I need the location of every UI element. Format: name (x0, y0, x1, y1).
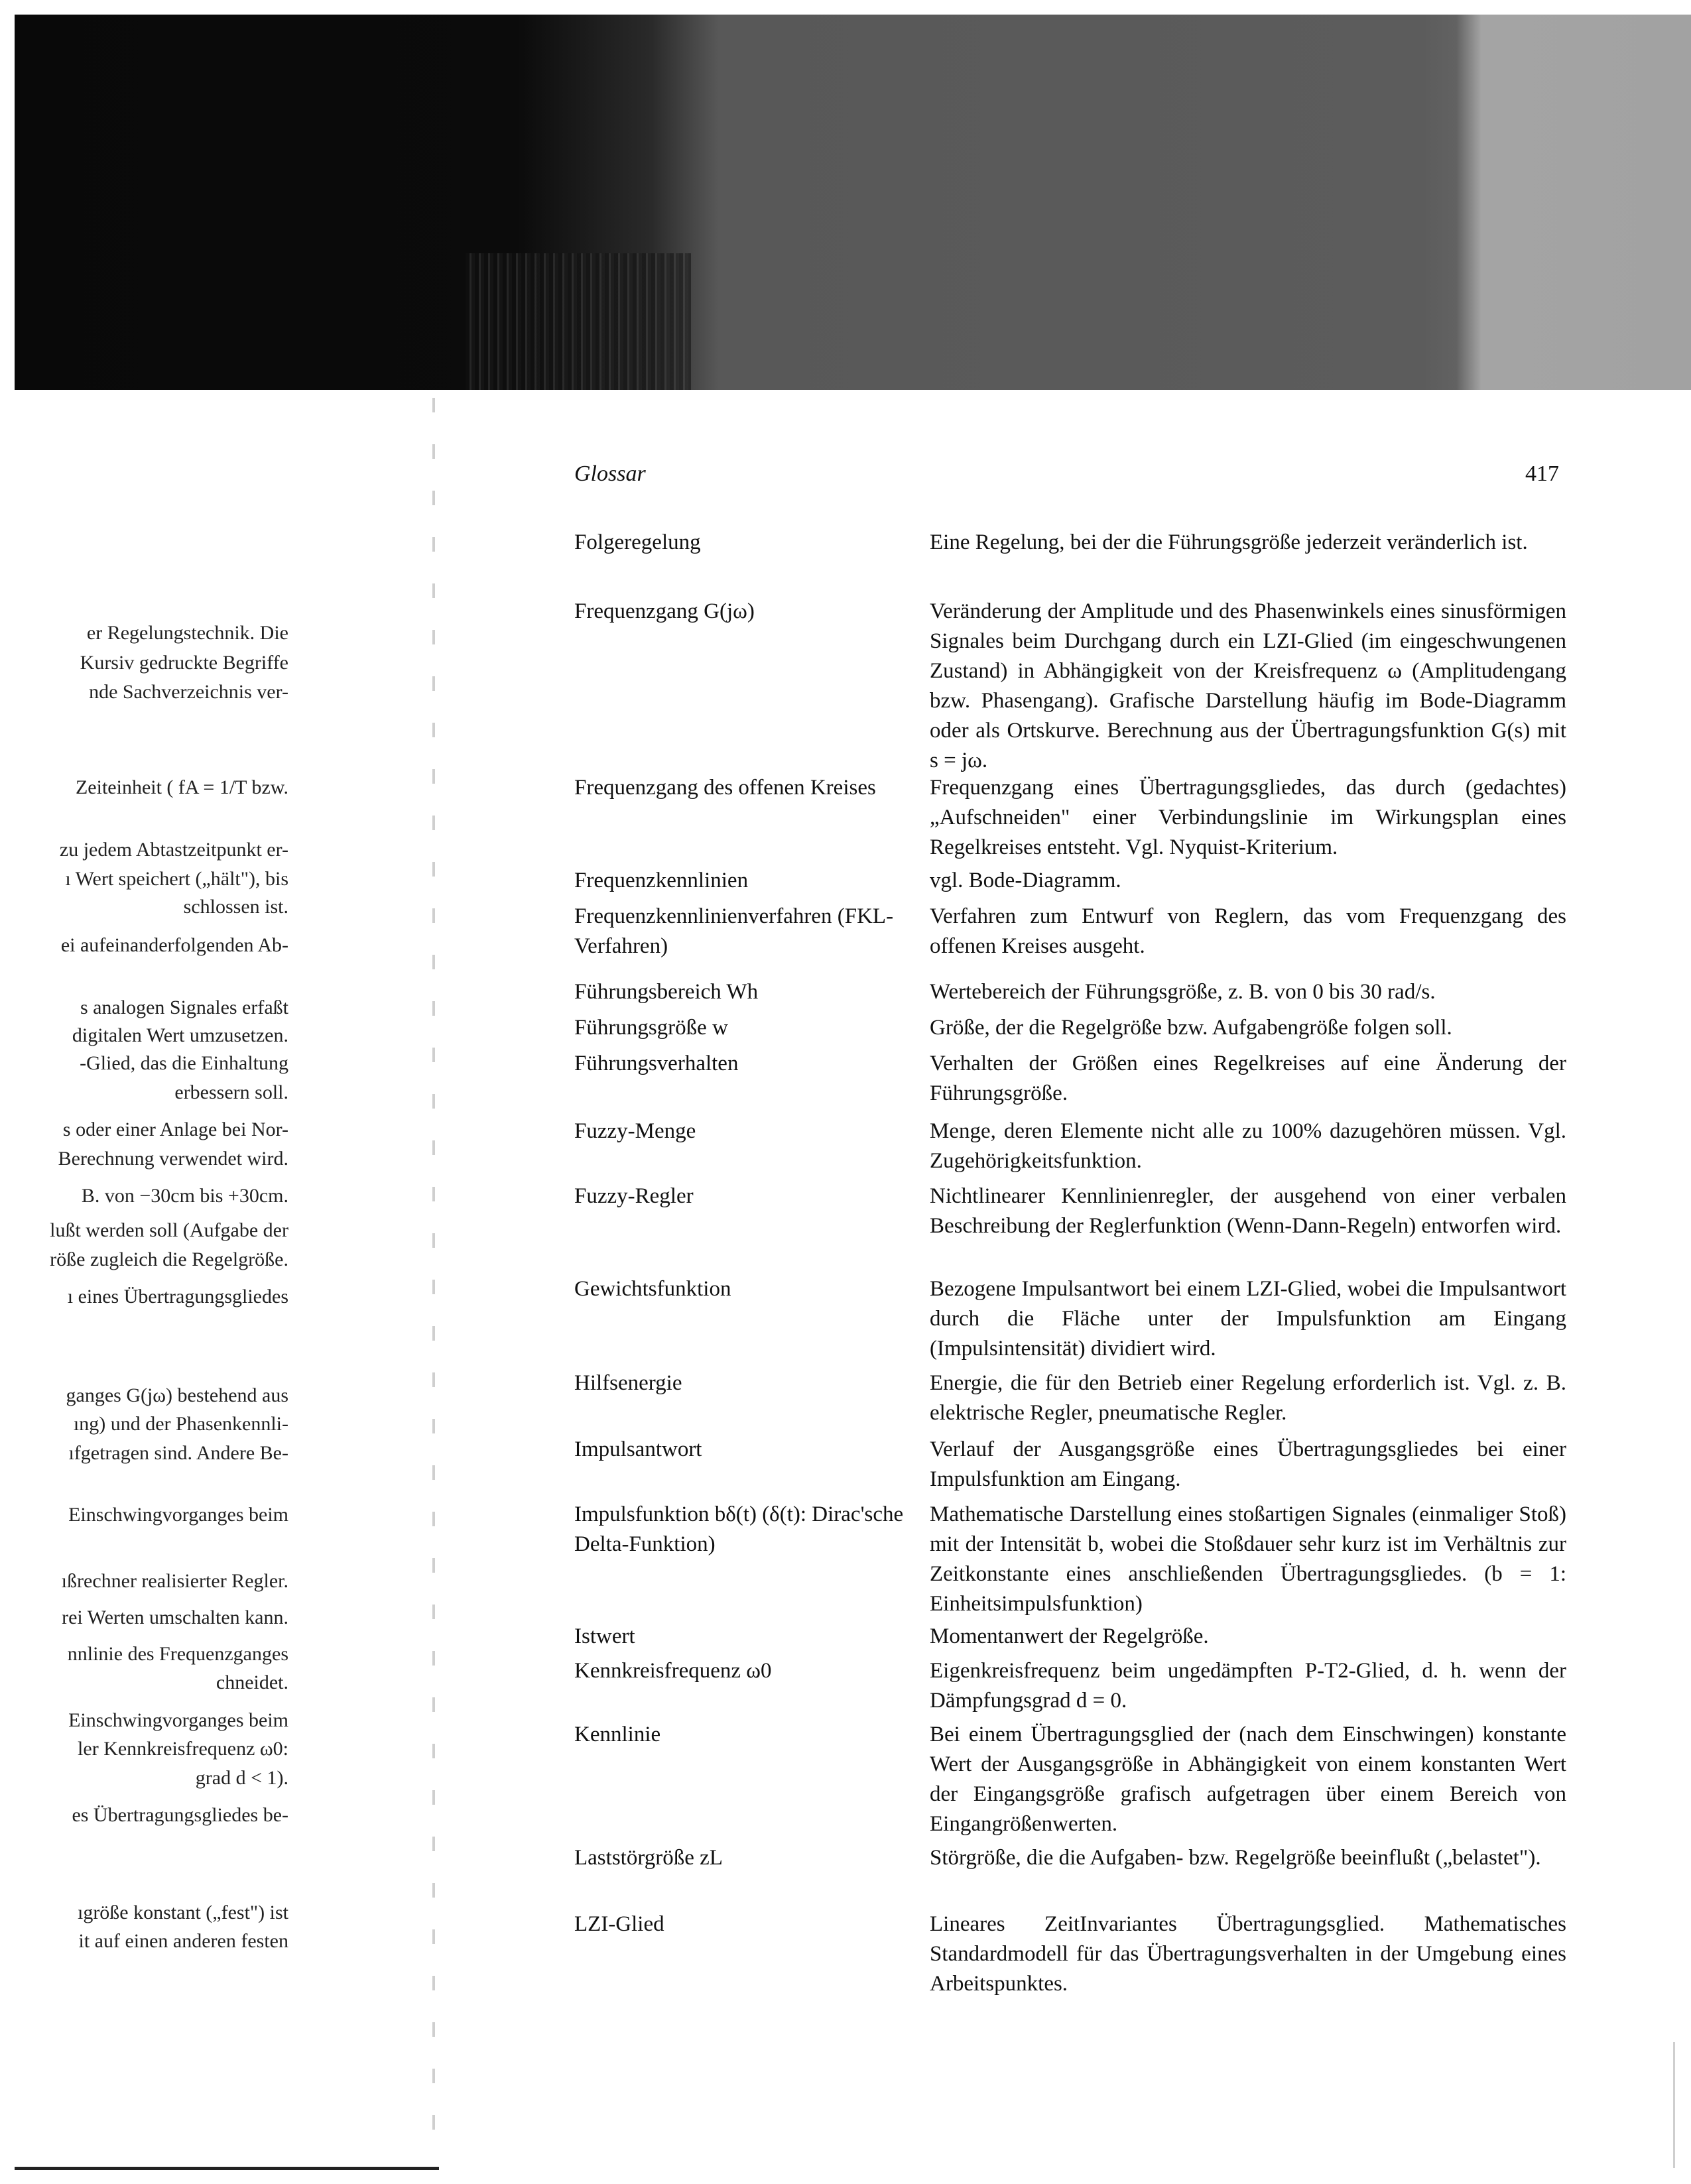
glossary-definition: Momentanwert der Regelgröße. (930, 1624, 1209, 1648)
page-number: 417 (1525, 461, 1559, 486)
glossary-definition: Menge, deren Elemente nicht alle zu 100% dazugehören müssen. Vgl. Zugehörigkeitsfunktion. (930, 1119, 1566, 1173)
left-page-line: ıfgetragen sind. Andere Be- (68, 1442, 288, 1464)
glossary-definition: Eigenkreisfrequenz beim ungedämpften P-T2-Glied, d. h. wenn der Dämpfungsgrad d = 0. (930, 1659, 1566, 1713)
glossary-definition: Verfahren zum Entwurf von Reglern, das vom Frequenzgang des offenen Kreises ausgeht. (930, 904, 1566, 958)
glossary-term: Fuzzy-Regler (574, 1184, 694, 1208)
glossary-definition: Störgröße, die die Aufgaben- bzw. Regelgröße beeinflußt („belastet"). (930, 1846, 1541, 1870)
glossary-definition: Wertebereich der Führungsgröße, z. B. von 0 bis 30 rad/s. (930, 980, 1436, 1004)
glossary-definition: Verlauf der Ausgangsgröße eines Übertragungsgliedes bei einer Impulsfunktion am Eingang. (930, 1437, 1566, 1491)
glossary-definition: vgl. Bode-Diagramm. (930, 869, 1121, 892)
left-page-line: ıßrechner realisierter Regler. (61, 1570, 288, 1592)
left-page-line: ganges G(jω) bestehend aus (66, 1384, 288, 1406)
glossary-term: Führungsgröße w (574, 1016, 728, 1040)
left-page-line: Zeiteinheit ( fA = 1/T bzw. (75, 776, 288, 798)
glossary-definition: Bei einem Übertragungsglied der (nach dem Einschwingen) konstante Wert der Ausgangsgröße in Abhängigkeit von einem konstanten Wert der Eingangsgröße grafisch aufgetragen über einem Bereich von Eingangrößenwerten. (930, 1723, 1566, 1836)
running-head: Glossar (574, 461, 646, 486)
glossary-definition: Eine Regelung, bei der die Führungsgröße jederzeit veränderlich ist. (930, 530, 1528, 554)
left-page-line: chneidet. (216, 1671, 288, 1693)
left-page-line: B. von −30cm bis +30cm. (81, 1185, 288, 1207)
left-page-line: ıng) und der Phasenkennli- (73, 1413, 288, 1435)
left-page-line: grad d < 1). (195, 1767, 288, 1789)
glossary-definition: Frequenzgang eines Übertragungsgliedes, das durch (gedachtes) „Aufschneiden" einer Verbindungslinie im Wirkungsplan eines Regelkreises entsteht. Vgl. Nyquist-Kriterium. (930, 776, 1566, 859)
glossary-term: Impulsantwort (574, 1437, 702, 1461)
left-page-line: erbessern soll. (174, 1081, 288, 1103)
scan-noise (466, 253, 691, 390)
glossary-definition: Lineares ZeitInvariantes Übertragungsglied. Mathematisches Standardmodell für das Übertragungsverhalten in der Umgebung eines Arbeitspunktes. (930, 1912, 1566, 1996)
left-page-line: nnlinie des Frequenzganges (67, 1643, 288, 1665)
glossary-term: Gewichtsfunktion (574, 1277, 731, 1301)
glossary-term: Führungsverhalten (574, 1052, 739, 1075)
left-page-line: s analogen Signales erfaßt (80, 997, 288, 1018)
glossary-definition: Nichtlinearer Kennlinienregler, der ausgehend von einer verbalen Beschreibung der Reglerfunktion (Wenn-Dann-Regeln) entworfen wird. (930, 1184, 1566, 1238)
glossary-term: Laststörgröße zL (574, 1846, 723, 1870)
glossary-term: Frequenzgang des offenen Kreises (574, 776, 876, 800)
left-page-line: ler Kennkreisfrequenz ω0: (78, 1738, 288, 1760)
glossary-definition: Größe, der die Regelgröße bzw. Aufgabengröße folgen soll. (930, 1016, 1452, 1040)
left-page-line: s oder einer Anlage bei Nor- (62, 1119, 288, 1140)
left-page-line: Einschwingvorganges beim (68, 1709, 288, 1731)
glossary-definition: Mathematische Darstellung eines stoßartigen Signales (einmaliger Stoß) mit der Intensität b, wobei die Stoßdauer sehr kurz ist im Verhältnis zur Zeitkonstante eines anschließenden Übertragungsgliedes. (b = 1: Einheitsimpulsfunktion) (930, 1502, 1566, 1616)
left-page-line: Kursiv gedruckte Begriffe (80, 652, 288, 674)
left-page-line: schlossen ist. (183, 896, 288, 918)
left-page-line: ıgröße konstant („fest") ist (77, 1902, 288, 1923)
glossary-term: Frequenzkennlinien (574, 869, 749, 892)
glossary-term: Impulsfunktion bδ(t) (δ(t): Dirac'sche Delta-Funktion) (574, 1502, 904, 1556)
glossary-definition: Veränderung der Amplitude und des Phasenwinkels eines sinusförmigen Signales beim Durchgang durch ein LZI-Glied (im eingeschwungenen Zustand) in Abhängigkeit von der Kreisfrequenz ω (Amplitudengang bzw. Phasengang). Grafische Darstellung häufig im Bode-Diagramm oder als Ortskurve. Berechnung aus der Übertragungsfunktion G(s) mit s = jω. (930, 599, 1566, 772)
left-page-fragment (0, 0, 431, 2184)
left-page-line: zu jedem Abtastzeitpunkt er- (59, 839, 288, 861)
scan-edge-mark (1673, 2042, 1675, 2168)
left-page-line: ı Wert speichert („hält"), bis (65, 868, 288, 890)
glossary-term: Führungsbereich Wh (574, 980, 759, 1004)
left-page-line: lußt werden soll (Aufgabe der (50, 1219, 288, 1241)
left-page-line: nde Sachverzeichnis ver- (89, 681, 288, 703)
left-page-line: ı eines Übertragungsgliedes (67, 1286, 288, 1307)
left-page-line: -Glied, das die Einhaltung (80, 1052, 288, 1074)
left-page-line: it auf einen anderen festen (78, 1930, 288, 1952)
book-gutter (432, 398, 435, 2161)
glossary-term: Fuzzy-Menge (574, 1119, 696, 1143)
glossary-term: Kennlinie (574, 1723, 661, 1746)
left-page-line: ei aufeinanderfolgenden Ab- (60, 934, 288, 956)
glossary-term: Istwert (574, 1624, 635, 1648)
glossary-term: Frequenzgang G(jω) (574, 599, 755, 623)
glossary-term: Hilfsenergie (574, 1371, 682, 1395)
glossary-term: Frequenzkennlinienverfahren (FKL-Verfahren) (574, 904, 894, 958)
left-page-line: Berechnung verwendet wird. (58, 1148, 288, 1170)
glossary-term: Kennkreisfrequenz ω0 (574, 1659, 772, 1683)
left-page-line: röße zugleich die Regelgröße. (50, 1248, 288, 1270)
glossary-definition: Energie, die für den Betrieb einer Regelung erforderlich ist. Vgl. z. B. elektrische Regler, pneumatische Regler. (930, 1371, 1566, 1425)
left-page-line: digitalen Wert umzusetzen. (72, 1024, 288, 1046)
glossary-definition: Verhalten der Größen eines Regelkreises auf eine Änderung der Führungsgröße. (930, 1052, 1566, 1105)
left-page-line: er Regelungstechnik. Die (86, 622, 288, 644)
left-page-line: Einschwingvorganges beim (68, 1504, 288, 1526)
glossary-term: LZI-Glied (574, 1912, 664, 1936)
glossary-term: Folgeregelung (574, 530, 701, 554)
left-page-line: rei Werten umschalten kann. (62, 1607, 288, 1628)
left-page-line: es Übertragungsgliedes be- (72, 1804, 288, 1826)
glossary-definition: Bezogene Impulsantwort bei einem LZI-Glied, wobei die Impulsantwort durch die Fläche unter der Impulsfunktion am Eingang (Impulsintensität) dividiert wird. (930, 1277, 1566, 1361)
